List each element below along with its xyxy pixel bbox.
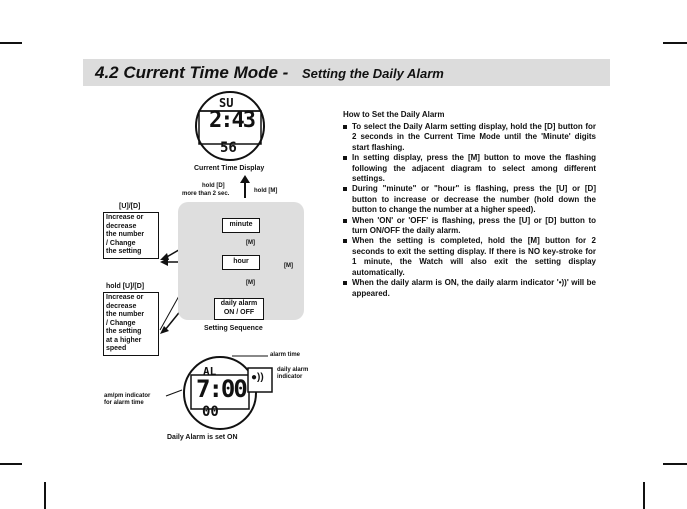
fast-change-box — [103, 292, 159, 356]
change-line: Increase or — [106, 214, 144, 221]
seq-item-hour: hour — [222, 255, 260, 270]
more-than-label: more than 2 sec. — [182, 191, 230, 197]
m-marker: [M] — [246, 240, 255, 246]
section-subtitle: Setting the Daily Alarm — [302, 66, 444, 81]
daily-alarm-indicator-icon: ●)) — [251, 372, 264, 383]
seq-item-minute: minute — [222, 218, 260, 233]
instructions-heading: How to Set the Daily Alarm — [343, 110, 445, 119]
section-title: 4.2 Current Time Mode - — [95, 63, 289, 82]
hold-m-label: hold [M] — [254, 188, 278, 194]
fast-change-line: the number — [106, 311, 145, 318]
ampm-label-line: am/pm indicator — [104, 393, 151, 399]
lcd-seconds: 56 — [220, 140, 237, 156]
indicator-label-line: daily alarm — [277, 367, 309, 373]
ud-label: [U]/[D] — [119, 203, 141, 210]
m-marker: [M] — [246, 280, 255, 286]
change-line: decrease — [106, 222, 137, 230]
lcd-day: SU — [219, 96, 234, 110]
instructions-list — [343, 122, 596, 299]
instruction-item: To select the Daily Alarm setting display, hold the [D] button for 2 seconds in the Current Time Mode until the 'Minute' digits start flashing. — [343, 122, 596, 153]
indicator-label-line: indicator — [277, 374, 303, 380]
instruction-item: When 'ON' or 'OFF' is flashing, press the [U] or [D] button to turn ON/OFF the daily alarm. — [343, 216, 596, 237]
ampm-label — [104, 393, 150, 407]
instruction-item: When the setting is completed, hold the [M] button for 2 seconds to exit the setting display. If there is NO key-stroke for 1 minute, the Watch will also exit the setting display automatically. — [343, 236, 596, 278]
fast-change-line: Increase or — [106, 294, 144, 301]
change-line: the setting — [106, 248, 142, 255]
watch-caption: Current Time Display — [194, 165, 265, 172]
sequence-caption: Setting Sequence — [204, 325, 263, 332]
fast-change-line: decrease — [106, 302, 137, 310]
seq-item-alarm-on-off: daily alarm ON / OFF — [214, 298, 264, 320]
m-marker: [M] — [284, 263, 293, 269]
hold-d-label: hold [D] — [202, 183, 225, 189]
lcd-time: 2:43 — [209, 108, 254, 133]
fast-change-line: at a higher — [106, 336, 142, 344]
instruction-item: When the daily alarm is ON, the daily alarm indicator '•))' will be appeared. — [343, 278, 596, 299]
change-box — [103, 212, 159, 259]
fast-change-line: / Change — [106, 319, 136, 327]
lcd-alarm-time: 7:00 — [196, 375, 246, 403]
change-line: / Change — [106, 239, 136, 247]
ampm-label-line: for alarm time — [104, 400, 144, 406]
lcd-alarm-seconds: 00 — [202, 404, 219, 420]
alarm-caption: Daily Alarm is set ON — [167, 434, 238, 441]
change-line: the number — [106, 231, 145, 238]
fast-change-line: speed — [106, 345, 127, 352]
hold-ud-label: hold [U]/[D] — [106, 283, 145, 290]
instruction-item: In setting display, press the [M] button to move the flashing following the adjacent diagram to select among different settings. — [343, 153, 596, 184]
alarm-time-label: alarm time — [270, 352, 301, 358]
fast-change-line: the setting — [106, 328, 142, 335]
indicator-label — [277, 367, 308, 381]
lcd-ampm: AL — [203, 365, 217, 378]
instruction-item: During "minute" or "hour" is flashing, press the [U] or [D] button to increase or decrease the number (hold down the button to change the number at a higher speed). — [343, 184, 596, 215]
